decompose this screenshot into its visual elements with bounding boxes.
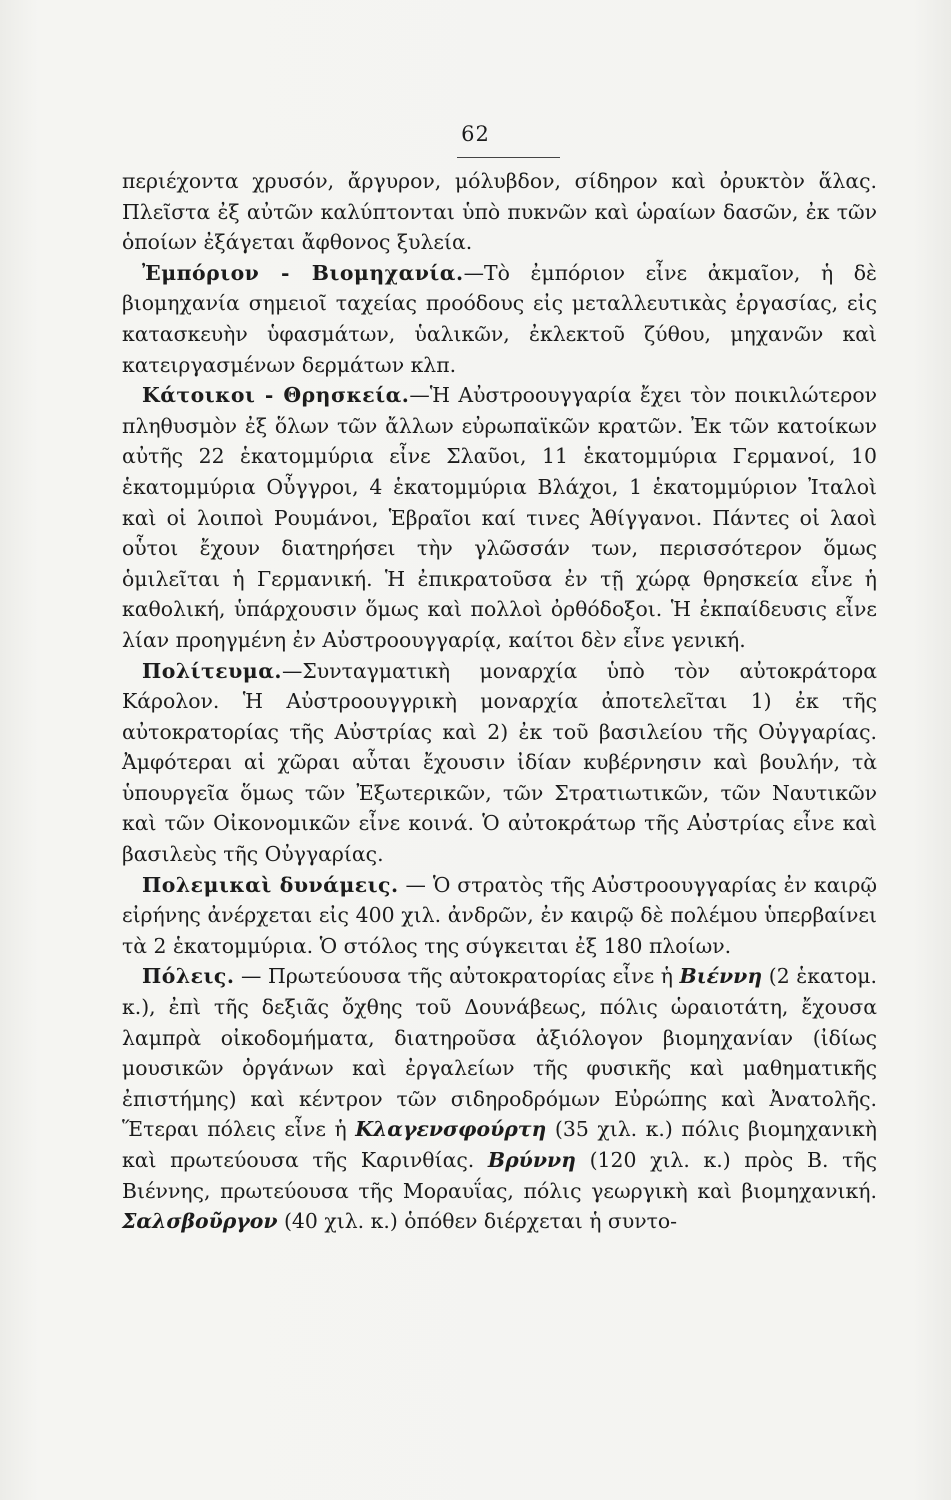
paragraph-text: —Συνταγματικὴ μοναρχία ὑπὸ τὸν αὐτοκράτορα Κάρολον. Ἡ Αὐστροουγγρικὴ μοναρχία ἀποτελεῖται 1) ἐκ τῆς αὐτοκρατορίας τῆς Αὐστρίας καὶ 2) ἐκ τοῦ βασιλείου τῆς Οὐγγαρίας. Ἀμφότεραι αἱ χῶραι αὗται ἔχουσιν ἰδίαν κυβέρνησιν καὶ βουλήν, τὰ ὑπουργεῖα ὅμως τῶν Ἐξωτερικῶν, τῶν Στρατιωτικῶν, τῶν Ναυτικῶν καὶ τῶν Οἰκονομικῶν εἶνε κοινά. Ὁ αὐτοκράτωρ τῆς Αὐστρίας εἶνε καὶ βασιλεὺς τῆς Οὐγγαρίας. — [122, 658, 877, 867]
section-heading: Κάτοικοι - Θρησκεία. — [142, 383, 410, 408]
paragraph-text: (2 ἑκατομ. κ.), ἐπὶ τῆς δεξιᾶς ὄχθης τοῦ Δουνάβεως, πόλις ὡραιοτάτη, ἔχουσα λαμπρὰ οἰκοδομήματα, διατηροῦσα ἀξιόλογον βιομηχανίαν (ἰδίως μουσικῶν ὀργάνων καὶ ἐργαλείων τῆς φυσικῆς καὶ μαθηματικῆς ἐπιστήμης) καὶ κέντρον τῶν σιδηροδρόμων Εὐρώπης καὶ Ἀνατολῆς. Ἕτεραι πόλεις εἶνε ἡ — [122, 964, 877, 1142]
paragraph-cities — [122, 961, 877, 1236]
section-heading: Πόλεις. — [142, 964, 235, 989]
city-name: Κλαγενσφούρτη — [355, 1117, 547, 1142]
paragraph-text: (35 χιλ. κ.) πόλις βιομηχανικὴ καὶ πρωτεύουσα τῆς Καρινθίας. — [122, 1117, 877, 1172]
paragraph-text: (40 χιλ. κ.) ὁπόθεν διέρχεται ἡ συντο- — [277, 1209, 678, 1234]
paragraph-government — [122, 656, 877, 870]
page-number-rule — [457, 157, 560, 158]
paragraph-text: —Τὸ ἐμπόριον εἶνε ἀκμαῖον, ἡ δὲ βιομηχανία σημειοῖ ταχείας προόδους εἰς μεταλλευτικὰς ἐργασίας, εἰς κατασκευὴν ὑφασμάτων, ὑαλικῶν, ἐκλεκτοῦ ζύθου, μηχανῶν καὶ κατειργασμένων δερμάτων κλπ. — [122, 260, 878, 377]
paragraph-text: —Ἡ Αὐστροουγγαρία ἔχει τὸν ποικιλώτερον πληθυσμὸν ἐξ ὅλων τῶν ἄλλων εὐρωπαϊκῶν κρατῶν. Ἐκ τῶν κατοίκων αὐτῆς 22 ἑκατομμύρια εἶνε Σλαῦοι, 11 ἑκατομμύρια Γερμανοί, 10 ἑκατομμύρια Οὖγγροι, 4 ἑκατομμύρια Βλάχοι, 1 ἑκατομμύριον Ἰταλοὶ καὶ οἱ λοιποὶ Ρουμάνοι, Ἑβραῖοι καί τινες Ἀθίγγανοι. Πάντες οἱ λαοὶ οὗτοι ἔχουν διατηρήσει τὴν γλῶσσάν των, περισσότερον ὅμως ὁμιλεῖται ἡ Γερμανική. Ἡ ἐπικρατοῦσα ἐν τῇ χώρᾳ θρησκεία εἶνε ἡ καθολική, ὑπάρχουσιν ὅμως καὶ πολλοὶ ὀρθόδοξοι. Ἡ ἐκπαίδευσις εἶνε λίαν προηγμένη ἐν Αὐστροουγγαρίᾳ, καίτοι δὲν εἶνε γενική. — [122, 383, 877, 652]
page-number: 62 — [461, 122, 490, 146]
city-name: Βρύννη — [487, 1148, 576, 1172]
city-name: Σαλσβοῦργον — [122, 1209, 278, 1234]
paragraph-commerce-industry — [122, 258, 877, 380]
paragraph-minerals — [122, 166, 877, 258]
city-name: Βιέννη — [679, 964, 763, 989]
section-heading: Ἐμπόριον - Βιομηχανία. — [142, 260, 464, 285]
paragraph-text: — Πρωτεύουσα τῆς αὐτοκρατορίας εἶνε ἡ — [234, 964, 680, 989]
section-heading: Πολεμικαὶ δυνάμεις. — [142, 872, 399, 897]
paragraph-text: (120 χιλ. κ.) πρὸς Β. τῆς Βιέννης, πρωτεύουσα τῆς Μοραυΐας, πόλις γεωργικὴ καὶ βιομηχανική. — [122, 1148, 877, 1203]
paragraph-text: — Ὁ στρατὸς τῆς Αὐστροουγγαρίας ἐν καιρῷ εἰρήνης ἀνέρχεται εἰς 400 χιλ. ἀνδρῶν, ἐν καιρῷ δὲ πολέμου ὑπερβαίνει τὰ 2 ἑκατομμύρια. Ὁ στόλος της σύγκειται ἐξ 180 πλοίων. — [122, 872, 877, 958]
paragraph-text: περιέχοντα χρυσόν, ἄργυρον, μόλυβδον, σίδηρον καὶ ὀρυκτὸν ἅλας. Πλεῖστα ἐξ αὐτῶν καλύπτονται ὑπὸ πυκνῶν καὶ ὡραίων δασῶν, ἐκ τῶν ὁποίων ἐξάγεται ἄφθονος ξυλεία. — [122, 169, 877, 255]
paragraph-inhabitants-religion — [122, 380, 877, 655]
section-heading: Πολίτευμα. — [142, 658, 282, 683]
paragraph-military — [122, 870, 877, 962]
body-text — [122, 166, 877, 1237]
